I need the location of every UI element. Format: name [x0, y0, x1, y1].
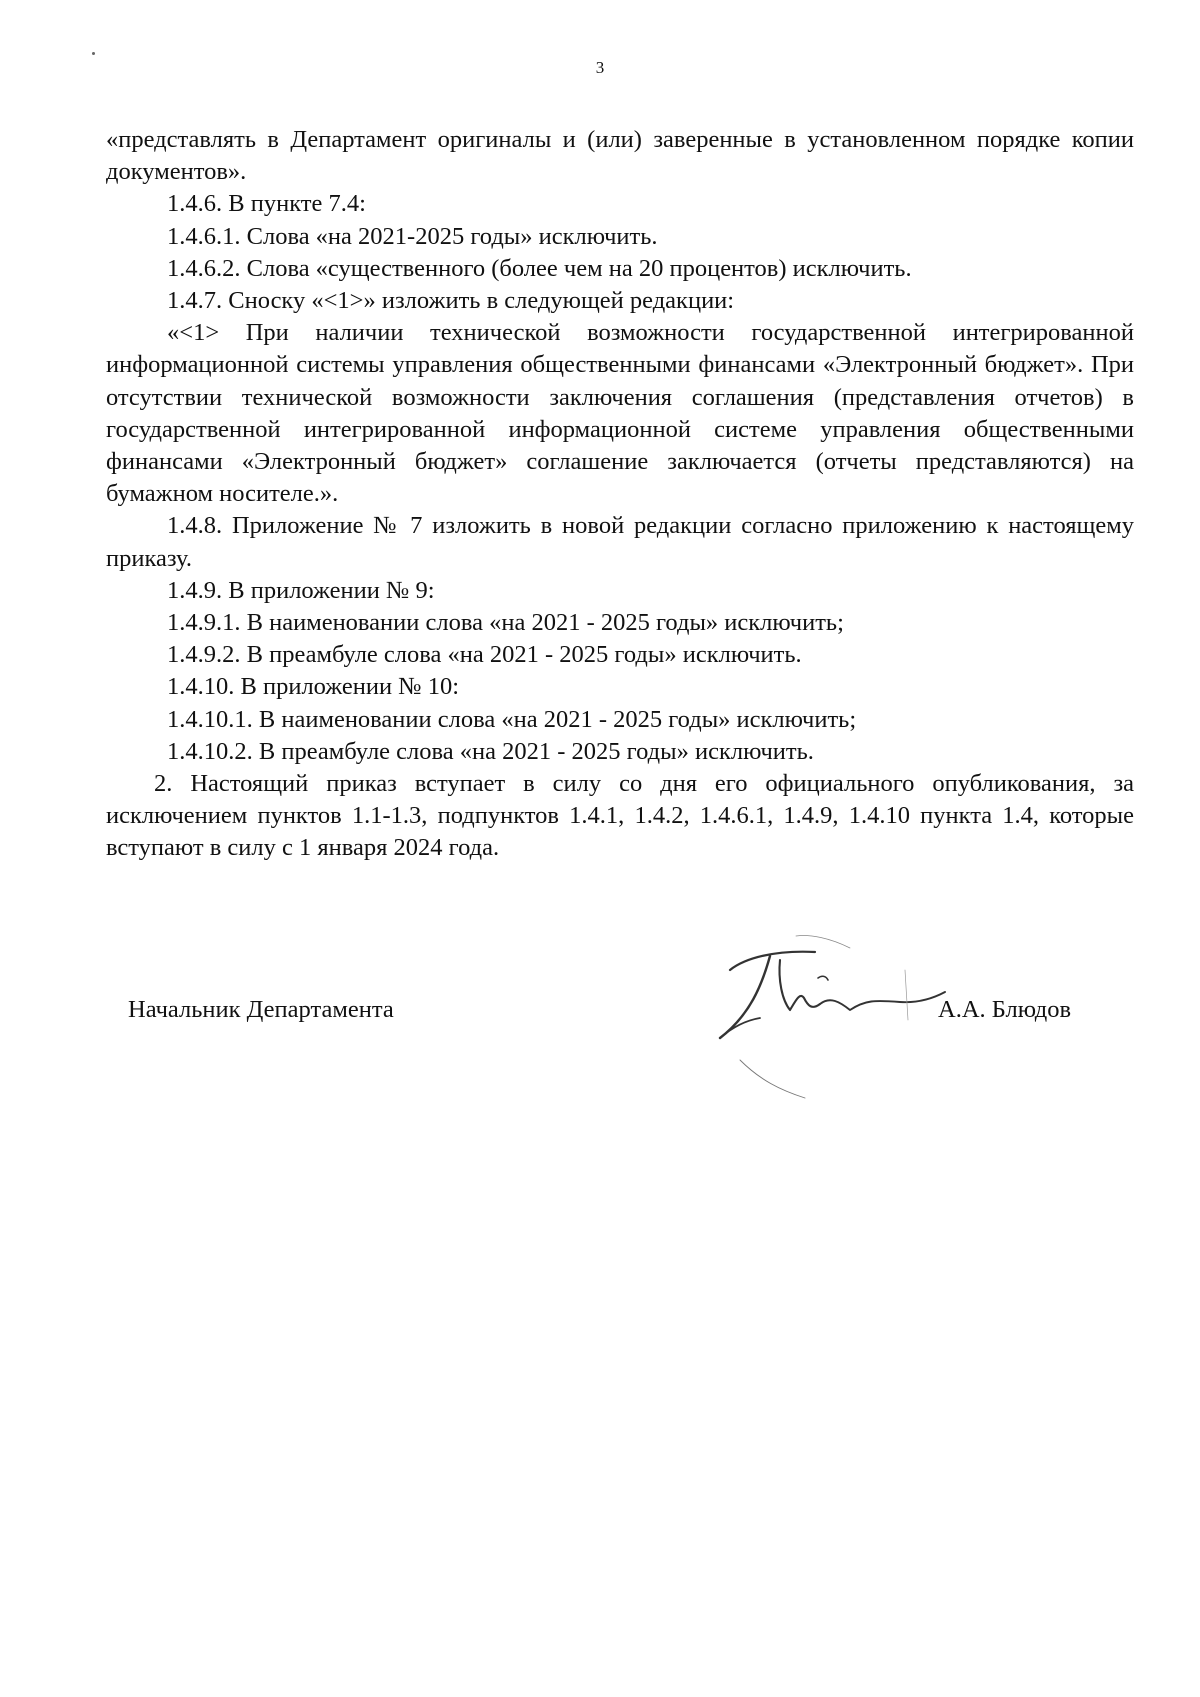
paragraph-1-4-10: 1.4.10. В приложении № 10: — [167, 673, 460, 701]
signature-block — [0, 930, 1200, 1130]
paragraph-1-4-7: 1.4.7. Сноску «<1>» изложить в следующей редакции: — [167, 287, 735, 315]
signatory-name: А.А. Блюдов — [938, 996, 1072, 1023]
paragraph-1-4-10-2: 1.4.10.2. В преамбуле слова «на 2021 - 2025 годы» исключить. — [167, 737, 814, 765]
page-number: 3 — [595, 58, 605, 77]
signatory-position: Начальник Департамента — [128, 996, 394, 1023]
paragraph-1-4-6-1: 1.4.6.1. Слова «на 2021-2025 годы» исключить. — [167, 222, 658, 250]
paragraph-1-4-10-1: 1.4.10.1. В наименовании слова «на 2021 - 2025 годы» исключить; — [167, 705, 857, 733]
paragraph-1-4-6: 1.4.6. В пункте 7.4: — [167, 190, 366, 218]
paragraph-1-4-9-2: 1.4.9.2. В преамбуле слова «на 2021 - 2025 годы» исключить. — [167, 641, 802, 669]
paragraph-1-4-9-1: 1.4.9.1. В наименовании слова «на 2021 - 2025 годы» исключить; — [167, 609, 844, 637]
paragraph-1-4-8: 1.4.8. Приложение № 7 изложить в новой редакции согласно приложению к настоящему приказу. — [106, 512, 1134, 572]
handwritten-signature — [700, 930, 960, 1110]
paragraph-1-4-6-2: 1.4.6.2. Слова «существенного (более чем на 20 процентов) исключить. — [167, 254, 912, 282]
paragraph-continuation: «представлять в Департамент оригиналы и (или) заверенные в установленном порядке копии документов». — [106, 126, 1134, 186]
paragraph-footnote-1: «<1> При наличии технической возможности государственной интегрированной информационной системы управления общественными финансами «Электронный бюджет». При отсутствии технической возможности заключения соглашения (представления отчетов) в государственной интегрированной информационной системе управления общественными финансами «Электронный бюджет» соглашение заключается (отчеты представляются) на бумажном носителе.». — [106, 319, 1134, 508]
document-body — [106, 124, 1134, 865]
paragraph-1-4-9: 1.4.9. В приложении № 9: — [167, 576, 435, 604]
scan-speck — [92, 52, 95, 55]
paragraph-2: 2. Настоящий приказ вступает в силу со дня его официального опубликования, за исключением пунктов 1.1-1.3, подпунктов 1.4.1, 1.4.2, 1.4.6.1, 1.4.9, 1.4.10 пункта 1.4, которые вступают в силу с 1 января 2024 года. — [106, 770, 1134, 862]
